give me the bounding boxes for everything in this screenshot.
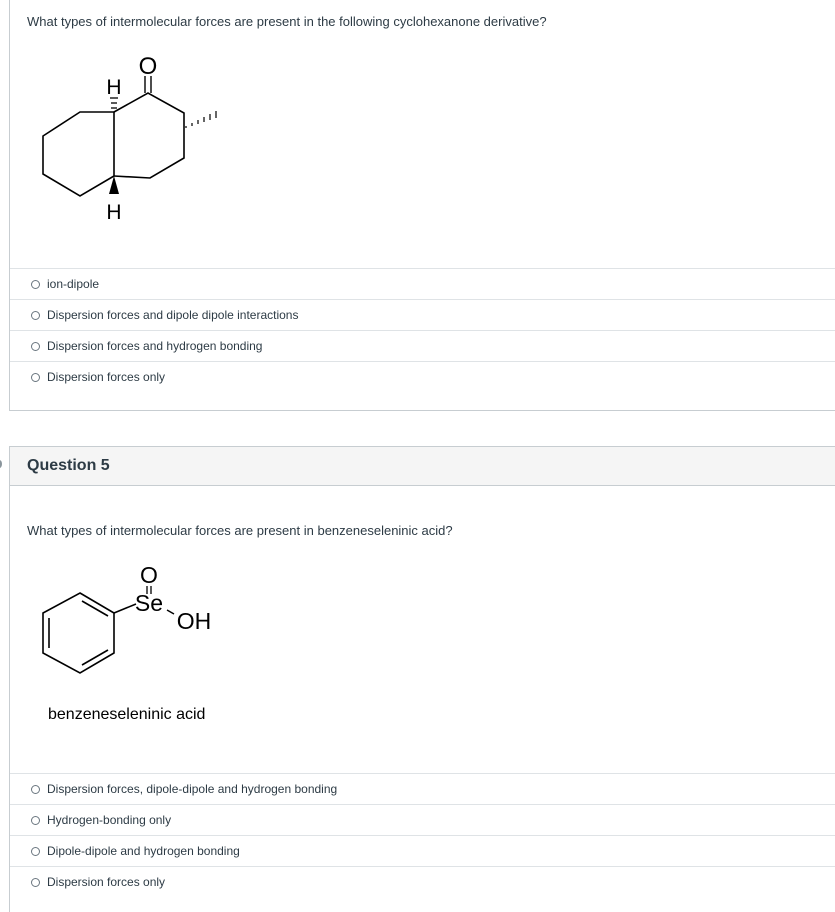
- q5-answer-option[interactable]: [10, 835, 835, 866]
- q5-answer-option[interactable]: [10, 804, 835, 835]
- question-card-5: [9, 446, 835, 912]
- phenyl-se-bond: [114, 604, 136, 613]
- answer-label: Dispersion forces only: [47, 875, 166, 889]
- radio-button[interactable]: [31, 280, 40, 289]
- benzene-double-bond-2: [82, 601, 108, 616]
- q4-answer-option[interactable]: [10, 330, 835, 361]
- benzene-double-bond-3: [82, 650, 108, 665]
- q5-answer-option[interactable]: [10, 773, 835, 804]
- radio-button[interactable]: [31, 847, 40, 856]
- radio-button[interactable]: [31, 342, 40, 351]
- benzeneseleninic-acid-structure: [10, 559, 270, 739]
- question-5-text: What types of intermolecular forces are present in benzeneseleninic acid?: [27, 523, 453, 538]
- q4-answer-option[interactable]: [10, 299, 835, 330]
- question-4-answers: [10, 268, 835, 392]
- radio-button[interactable]: [31, 311, 40, 320]
- q4-answer-option[interactable]: [10, 361, 835, 392]
- carbonyl-oxygen-label: O: [138, 53, 158, 80]
- answer-label: Dipole-dipole and hydrogen bonding: [47, 844, 240, 858]
- selenium-label: Se: [134, 590, 164, 616]
- q5-answer-option[interactable]: [10, 866, 835, 897]
- answer-label: Dispersion forces only: [47, 370, 166, 384]
- benzene-ring: [43, 593, 114, 673]
- answer-label: ion-dipole: [47, 277, 100, 291]
- left-ring: [43, 112, 114, 196]
- hashed-wedge-methyl: [186, 111, 216, 128]
- question-5-answers: [10, 773, 835, 897]
- cyclohexanone-derivative-structure: [10, 0, 270, 238]
- hydroxyl-label: OH: [176, 608, 212, 634]
- question-4-text: What types of intermolecular forces are present in the following cyclohexanone derivative?: [27, 14, 547, 29]
- radio-button[interactable]: [31, 878, 40, 887]
- radio-button[interactable]: [31, 373, 40, 382]
- q4-answer-option[interactable]: [10, 268, 835, 299]
- radio-button[interactable]: [31, 785, 40, 794]
- radio-button[interactable]: [31, 816, 40, 825]
- answer-label: Dispersion forces, dipole-dipole and hydrogen bonding: [47, 782, 338, 796]
- answer-label: Dispersion forces and dipole dipole interactions: [47, 308, 299, 322]
- top-hydrogen-label: H: [106, 76, 122, 99]
- right-ring: [114, 93, 184, 178]
- selenium-oxygen-label: O: [140, 562, 158, 588]
- answer-label: Dispersion forces and hydrogen bonding: [47, 339, 263, 353]
- bottom-hydrogen-label: H: [106, 201, 122, 224]
- question-5-title: Question 5: [27, 457, 110, 474]
- se-oh-bond: [167, 610, 174, 614]
- question-5-header: [10, 447, 835, 486]
- question-card-4: [9, 0, 835, 411]
- compound-name-label: benzeneseleninic acid: [48, 706, 206, 723]
- question-flag-marker[interactable]: [0, 460, 2, 468]
- answer-label: Hydrogen-bonding only: [47, 813, 172, 827]
- hashed-wedge-top-h: [110, 98, 118, 108]
